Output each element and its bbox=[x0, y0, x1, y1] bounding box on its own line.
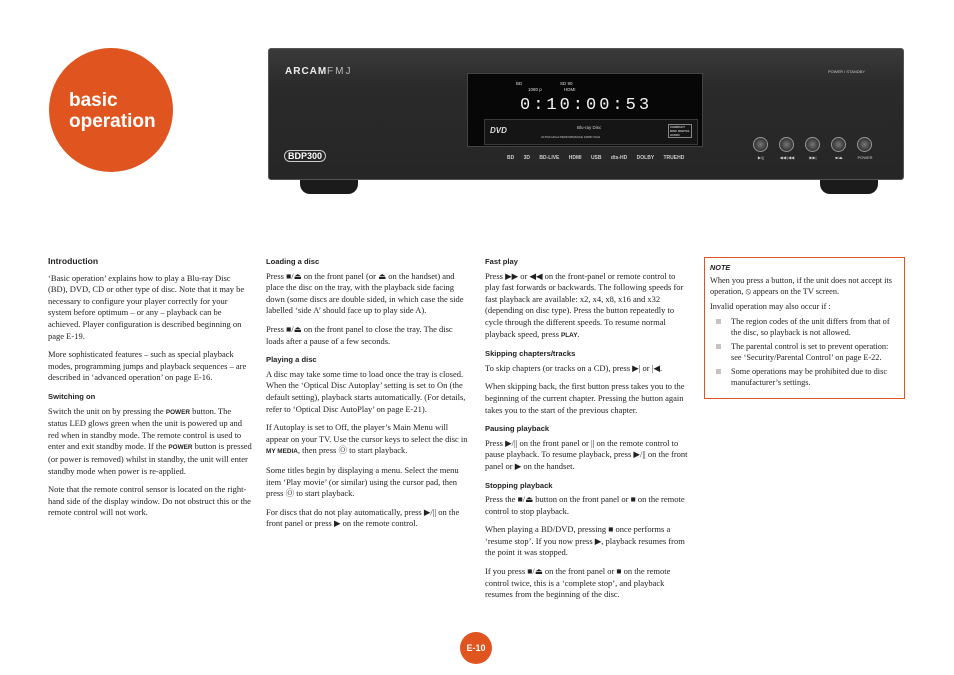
power-button bbox=[857, 137, 872, 152]
play-keyword: PLAY bbox=[561, 331, 578, 339]
switching-paragraph-1 bbox=[48, 406, 252, 478]
skipping-paragraph-1: To skip chapters (or tracks on a CD), press ▶| or |◀. bbox=[485, 362, 663, 373]
text-span: button. The status LED glows green when the unit is powered up and red when in standby mode. The remote control is used to enter and exit standby mode. If the bbox=[48, 405, 243, 452]
skip-button bbox=[805, 137, 820, 152]
list-item: The region codes of the unit differs from that of the disc, so playback is not allowed. bbox=[710, 316, 899, 338]
loading-heading: Loading a disc bbox=[266, 257, 320, 266]
display-bd: BD bbox=[516, 81, 523, 86]
introduction-heading: Introduction bbox=[48, 256, 99, 266]
player-illustration bbox=[268, 48, 904, 180]
stopping-paragraph-1: Press the ■/⏏ button on the front panel or ■ on the remote control to stop playback. bbox=[485, 494, 685, 516]
playing-paragraph-1: A disc may take some time to load once the tray is closed. When the ‘Optical Disc Autoplay’ setting is set to On (the default setting), playback starts automatically. (For details, refer to ‘Optical Disc AutoPlay’ on page E-21). bbox=[266, 368, 466, 414]
playing-paragraph-2 bbox=[266, 422, 470, 458]
text-span: button is pressed (or power is removed) whilst in standby, the unit will enter standby mode when power is re-applied. bbox=[48, 441, 252, 476]
device-foot-left bbox=[300, 178, 358, 194]
note-list bbox=[710, 316, 899, 388]
fast-play-heading: Fast play bbox=[485, 257, 518, 266]
playing-paragraph-4: For discs that do not play automatically, press ▶/|| on the front panel or press ▶ on the remote control. bbox=[266, 506, 460, 529]
power-standby-label: POWER / STANDBY bbox=[827, 69, 865, 74]
switching-paragraph-2: Note that the remote control sensor is located on the right-hand side of the display window. Do not obstruct this or the remote control will not work. bbox=[48, 484, 251, 518]
fast-play-paragraph: Press ▶▶ or ◀◀ on the front-panel or remote control to play fast forwards or backwards. The following speeds for fast playback are available: x2, x4, x8, x16 and x32 (depending on disc type). Press the button repeatedly to cycle through the different speeds. To resume normal playback speed, press PLAY. bbox=[485, 270, 684, 339]
stop-eject-button bbox=[831, 137, 846, 152]
column-2 bbox=[266, 256, 470, 537]
playing-heading: Playing a disc bbox=[266, 355, 317, 365]
bluray-logo: Blu-ray Disc bbox=[577, 125, 602, 130]
note-paragraph-2: Invalid operation may also occur if : bbox=[710, 302, 831, 311]
tray-caption: ULTRA HIGH PERFORMANCE 1080P 24Hz bbox=[541, 135, 601, 139]
button-label: ▶/|| bbox=[757, 155, 765, 160]
display-sd: SD 90 bbox=[560, 81, 573, 86]
display-time: 0:10:00:53 bbox=[520, 96, 653, 115]
note-paragraph-1: When you press a button, if the unit does not accept its operation, ⦸ appears on the TV screen. bbox=[710, 276, 893, 296]
button-label: ▶▶| bbox=[809, 155, 817, 160]
text-span: Switch the unit on by pressing the bbox=[48, 405, 164, 416]
pausing-heading: Pausing playback bbox=[485, 424, 550, 434]
brand-sub-logo: FMJ bbox=[327, 66, 353, 77]
button-label: ■/⏏ bbox=[835, 155, 843, 160]
disc-tray bbox=[484, 119, 698, 145]
text-span: Press ▶▶ or ◀◀ on the front-panel or remote control to play fast forwards or backwards. The following speeds for fast playback are available: x2, x4, x8, x16 and x32 (depending on disc type). Press the button repeatedly to cycle through the different speeds. To resume normal playback speed, press bbox=[485, 270, 684, 339]
play-pause-button bbox=[753, 137, 768, 152]
playing-paragraph-3: Some titles begin by displaying a menu. Select the menu item ‘Play movie’ (or similar) using the cursor pad, then press Ⓞ to start playback. bbox=[266, 464, 459, 499]
switching-on-heading: Switching on bbox=[48, 391, 96, 401]
text-span: , then press Ⓞ to start playback. bbox=[297, 445, 408, 456]
button-label: ◀◀/|◀◀ bbox=[779, 155, 795, 160]
note-box bbox=[704, 257, 905, 399]
cd-logo: COMPACT DISC DIGITAL AUDIO bbox=[668, 124, 692, 138]
section-circle bbox=[49, 48, 173, 172]
pausing-paragraph: Press ▶/|| on the front panel or || on the remote control to pause playback. To resume playback, press ▶/|| on the front panel or ▶ on the handset. bbox=[485, 437, 688, 471]
column-1 bbox=[48, 256, 252, 526]
text-span: If Autoplay is set to Off, the player’s Main Menu will appear on your TV. Use the cursor keys to select the disc in bbox=[266, 422, 468, 444]
dvd-logo: DVD bbox=[490, 126, 507, 135]
format-logos: BD 3D BD-LIVE HDMI USB dts-HD DOLBY TRUEHD bbox=[507, 155, 685, 161]
skipping-heading: Skipping chapters/tracks bbox=[485, 349, 576, 359]
skipping-paragraph-2: When skipping back, the first button press takes you to the beginning of the current chapter. Pressing the button again takes you to the start of the previous chapter. bbox=[485, 381, 685, 415]
intro-paragraph-1: ‘Basic operation’ explains how to play a Blu-ray Disc (BD), DVD, CD or other type of disc. Note that it may be necessary to configure your player correctly for your system before optimum – or any – playback can be achieved. Player configuration is described beginning on page E-19. bbox=[48, 272, 245, 341]
power-keyword: POWER bbox=[168, 444, 193, 452]
button-label: POWER bbox=[857, 155, 873, 160]
page-number: E-10 bbox=[460, 632, 492, 664]
loading-paragraph-1: Press ■/⏏ on the front panel (or ⏏ on the handset) and place the disc on the tray, with the playback side facing down (some discs are double sided, in which case the side labelled ‘side A’ should face up to play side A). bbox=[266, 270, 464, 316]
model-badge: BDP300 bbox=[284, 150, 326, 162]
intro-paragraph-2: More sophisticated features – such as special playback modes, programming jumps and playback sequences – are described in ‘advanced operation’ on page E-16. bbox=[48, 349, 247, 383]
device-foot-right bbox=[820, 178, 878, 194]
display-hdmi: HDMI bbox=[564, 87, 576, 92]
rewind-button bbox=[779, 137, 794, 152]
stopping-heading: Stopping playback bbox=[485, 480, 553, 490]
list-item: Some operations may be prohibited due to disc manufacturer’s settings. bbox=[710, 366, 899, 388]
power-keyword: POWER bbox=[165, 408, 190, 416]
note-title: NOTE bbox=[710, 263, 731, 272]
display-resolution: 1080 p bbox=[528, 87, 542, 92]
section-title: basic operation bbox=[69, 90, 156, 132]
brand-logo: ARCAM bbox=[285, 66, 328, 77]
column-3 bbox=[485, 256, 689, 608]
loading-paragraph-2: Press ■/⏏ on the front panel to close the tray. The disc loads after a pause of a few seconds. bbox=[266, 323, 453, 346]
stopping-paragraph-2: When playing a BD/DVD, pressing ■ once performs a ‘resume stop’. If you now press ▶, playback resumes from the point it was stopped. bbox=[485, 524, 685, 558]
stopping-paragraph-3: If you press ■/⏏ on the front panel or ■ on the remote control twice, this is a ‘complete stop’, and playback resumes from the beginning of the disc. bbox=[485, 566, 671, 600]
my-media-keyword: MY MEDIA bbox=[266, 448, 298, 456]
list-item: The parental control is set to prevent operation: see ‘Security/Parental Control’ on page E-22. bbox=[710, 341, 899, 363]
